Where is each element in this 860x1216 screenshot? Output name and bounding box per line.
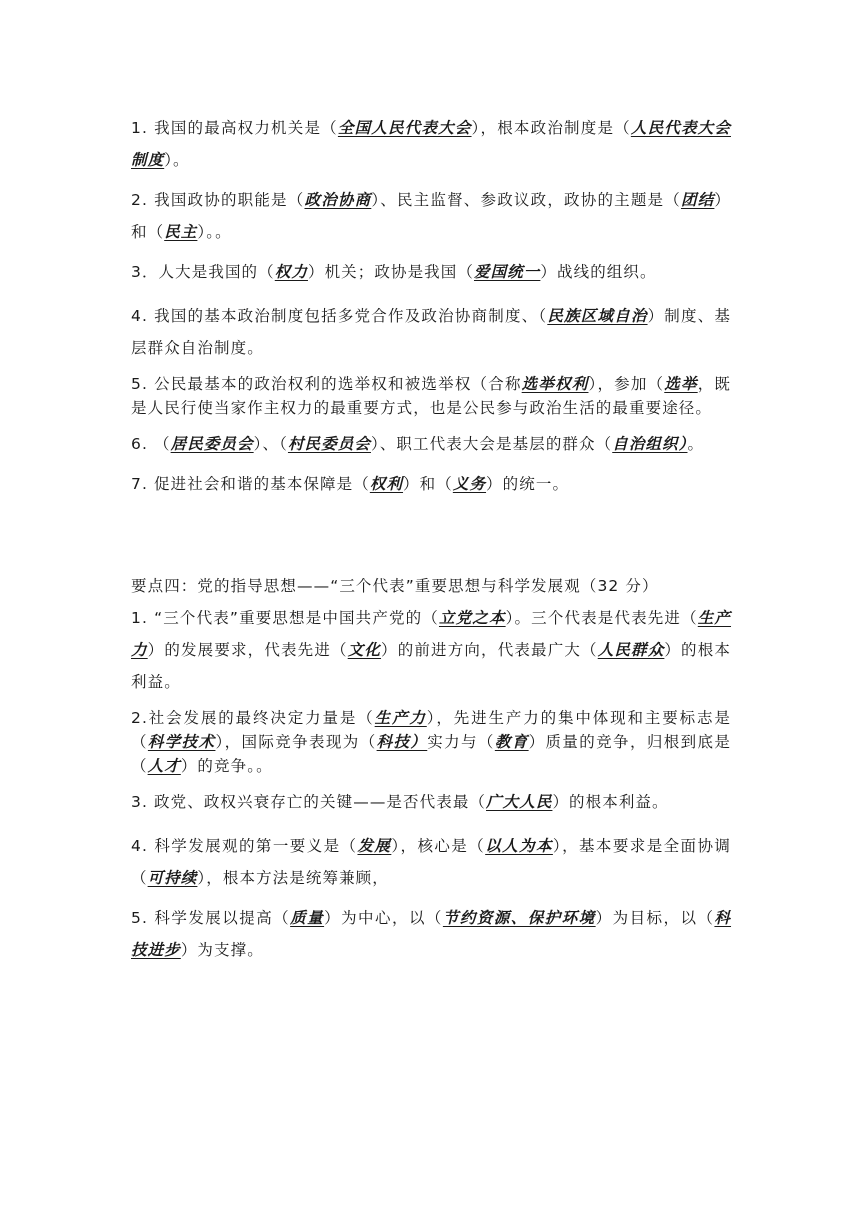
question-text: ）。 [164, 151, 190, 169]
list-item [131, 468, 731, 500]
answer-text: 人民群众 [597, 641, 665, 659]
question-text: ）。三个代表是代表先进（ [505, 609, 698, 627]
answer-text: 人民代表大会制度 [131, 119, 731, 169]
question-text: 3．人大是我国的（ [131, 263, 275, 281]
question-text: 4. 科学发展观的第一要义是（ [131, 837, 358, 855]
item-spacer [131, 698, 731, 706]
item-spacer [131, 894, 731, 902]
question-text: ），根本政治制度是（ [471, 119, 631, 137]
question-text: ）。。 [197, 223, 232, 241]
answer-text: 民族区域自治 [547, 307, 648, 325]
answer-text: 立党之本 [438, 609, 506, 627]
question-text: ），根本方法是统筹兼顾， [197, 869, 389, 887]
answer-text: 义务 [452, 475, 487, 493]
question-text: 3. 政党、政权兴衰存亡的关键——是否代表最（ [131, 793, 487, 811]
answer-text: 选举权利 [521, 375, 589, 393]
question-text: ）制度、基层群众自治制度。 [131, 307, 731, 357]
item-spacer [131, 818, 731, 830]
question-text: ）机关；政协是我国（ [307, 263, 474, 281]
question-text: ）、民主监督、参政议政，政协的主题是（ [371, 191, 681, 209]
question-text: ）和（ [403, 475, 453, 493]
item-spacer [131, 778, 731, 786]
answer-text: 权利 [369, 475, 404, 493]
question-text: ）为目标，以（ [595, 909, 715, 927]
answer-text: 居民委员会 [170, 435, 254, 453]
answer-text: 以人为本 [485, 837, 553, 855]
answer-text: 广大人民 [486, 793, 553, 811]
answer-text: 质量 [290, 909, 325, 927]
list-item [131, 706, 731, 778]
item-spacer [131, 364, 731, 372]
question-text: ）战线的组织。 [540, 263, 657, 281]
answer-text: 科技） [376, 733, 428, 751]
section-spacer [131, 500, 731, 570]
answer-text: 文化 [347, 641, 382, 659]
question-text: 4. 我国的基本政治制度包括多党合作及政治协商制度、（ [131, 307, 548, 325]
item-spacer [131, 176, 731, 184]
answer-text: 科学技术 [147, 733, 216, 751]
question-text: ），先进生产力的集中体现和主要标志是（ [131, 709, 731, 751]
section-political-system [131, 112, 731, 500]
answer-text: 民主 [164, 223, 198, 241]
list-item [131, 830, 731, 894]
answer-text: 生产力 [131, 609, 732, 659]
answer-text: 发展 [357, 837, 392, 855]
answer-text: 权力 [274, 263, 308, 281]
list-item [131, 786, 731, 818]
list-item [131, 256, 731, 288]
answer-text: 人才 [147, 757, 181, 775]
question-text: ）的前进方向，代表最广大（ [381, 641, 598, 659]
answer-text: 村民委员会 [287, 435, 371, 453]
question-text: ）为中心，以（ [324, 909, 443, 927]
list-item [131, 428, 731, 460]
item-spacer [131, 420, 731, 428]
question-text: ）的统一。 [486, 475, 570, 493]
question-text: 5. 科学发展以提高（ [131, 909, 291, 927]
answer-text: 自治组织） [612, 435, 688, 453]
list-item [131, 372, 731, 420]
question-text: 。 [687, 435, 705, 453]
question-text: 6. （ [131, 435, 171, 453]
question-text: 1. “三个代表”重要思想是中国共产党的（ [131, 609, 439, 627]
list-item [131, 902, 731, 966]
answer-text: 选举 [664, 375, 698, 393]
item-spacer [131, 248, 731, 256]
answer-text: 可持续 [147, 869, 198, 887]
item-spacer [131, 460, 731, 468]
question-text: ），国际竞争表现为（ [215, 733, 377, 751]
question-text: ）的根本利益。 [131, 641, 731, 691]
answer-text: 爱国统一 [473, 263, 541, 281]
question-text: ）为支撑。 [180, 941, 264, 959]
section-guiding-thought [131, 602, 731, 966]
answer-text: 节约资源、保护环境 [442, 909, 596, 927]
list-item [131, 300, 731, 364]
question-text: ），参加（ [588, 375, 665, 393]
section-heading: 要点四：党的指导思想——“三个代表”重要思想与科学发展观（32 分） [131, 577, 659, 595]
question-text: 7. 促进社会和谐的基本保障是（ [131, 475, 370, 493]
question-text: ）的竞争。。 [180, 757, 273, 775]
question-text: 2.社会发展的最终决定力量是（ [131, 709, 375, 727]
question-text: ）和（ [131, 191, 732, 241]
question-text: ），基本要求是全面协调（ [131, 837, 732, 887]
document-page [131, 112, 731, 966]
answer-text: 全国人民代表大会 [337, 119, 472, 137]
question-text: ）的发展要求，代表先进（ [147, 641, 348, 659]
list-item [131, 184, 731, 248]
question-text: ）、职工代表大会是基层的群众（ [370, 435, 613, 453]
question-text: 2. 我国政协的职能是（ [131, 191, 305, 209]
question-text: ）质量的竞争，归根到底是（ [131, 733, 731, 775]
question-text: ，既是人民行使当家作主权力的最重要方式，也是公民参与政治生活的最重要途径。 [131, 375, 731, 417]
answer-text: 团结 [680, 191, 715, 209]
list-item [131, 112, 731, 176]
answer-text: 科技进步 [131, 909, 732, 959]
question-text: ），核心是（ [391, 837, 486, 855]
list-item [131, 602, 731, 698]
question-text: 实力与（ [427, 733, 495, 751]
question-text: ）的根本利益。 [552, 793, 669, 811]
answer-text: 政治协商 [304, 191, 372, 209]
question-text: 5. 公民最基本的政治权利的选举权和被选举权（合称 [131, 375, 522, 393]
question-text: 1. 我国的最高权力机关是（ [131, 119, 338, 137]
answer-text: 生产力 [374, 709, 427, 727]
item-spacer [131, 288, 731, 300]
answer-text: 教育 [494, 733, 529, 751]
question-text: ）、（ [253, 435, 288, 453]
